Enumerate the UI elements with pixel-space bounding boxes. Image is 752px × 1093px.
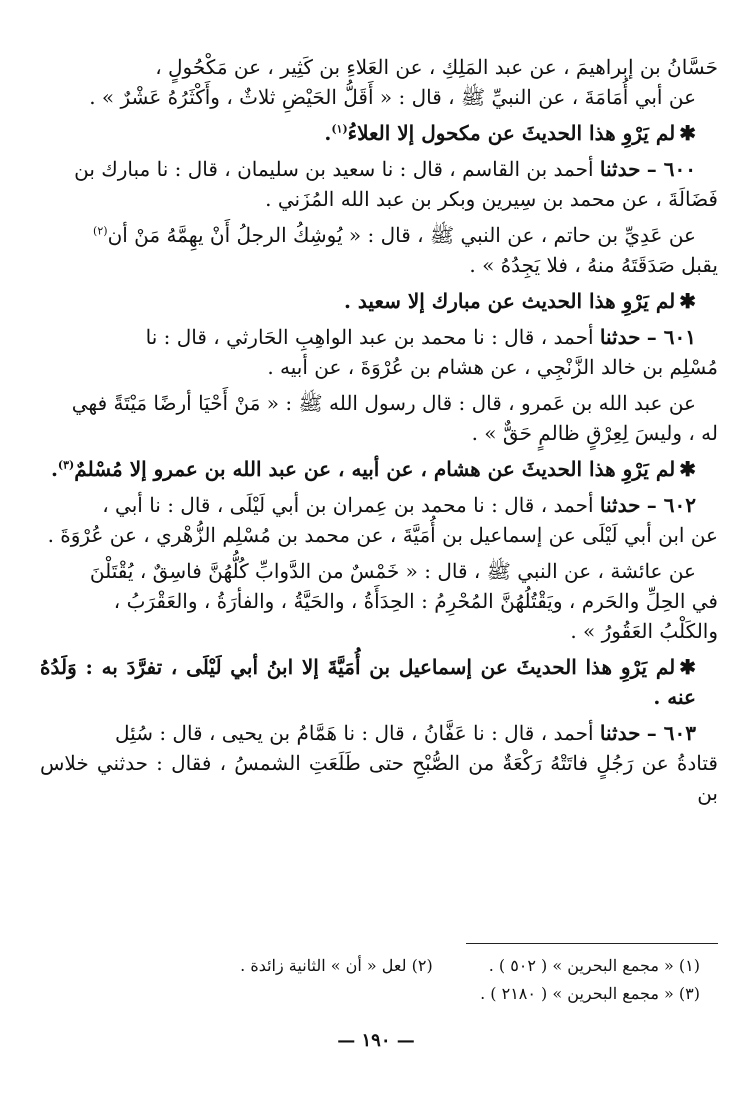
- hadith-lead: حدثنا: [599, 325, 641, 349]
- commentary-text: لم يَرْوِ هذا الحديث عن مبارك إلا سعيد .: [343, 289, 676, 313]
- asterisk-icon: ✱: [679, 289, 696, 313]
- footnote-ref: (١): [331, 122, 348, 136]
- text-line: والكَلْبُ العَقُورُ » .: [570, 619, 718, 643]
- footnote-ref: (٣): [57, 458, 75, 472]
- hadith-number: ٦٠٠ –: [646, 157, 696, 181]
- footnote-ref: (٢): [93, 224, 108, 238]
- hadith-600: [40, 154, 718, 184]
- hadith-number: ٦٠٣ –: [646, 721, 696, 745]
- text-line: أحمد بن القاسم ، قال : نا سعيد بن سليمان ، قال : نا مبارك بن: [74, 157, 594, 181]
- footnote-row: [60, 952, 700, 980]
- text-line: قتادةُ عن رَجُلٍ فاتَتْهُ رَكْعَةٌ من الصُّبْحِ حتى طَلَعَتِ الشمسُ ، فقال : حدثني خلاس بن: [40, 751, 718, 805]
- hadith-lead: حدثنا: [599, 493, 641, 517]
- text-line: عن عائشة ، عن النبي ﷺ ، قال : « خَمْسٌ من الدَّوابِّ كُلُّهُنَّ فاسِقٌ ، يُقْتَلْنَ: [89, 559, 696, 583]
- text-line: أحمد ، قال : نا محمد بن عِمران بن أبي لَيْلَى ، قال : نا أبي ،: [102, 493, 594, 517]
- hadith-number: ٦٠٢ –: [646, 493, 696, 517]
- text-line: مُسْلِم بن خالد الزَّنْجِي ، عن هشام بن عُرْوَةَ ، عن أبيه .: [267, 355, 718, 379]
- text-line: له ، وليسَ لِعِرْقٍ ظالمٍ حَقٌّ » .: [471, 421, 718, 445]
- text-line: أحمد ، قال : نا محمد بن عبد الواهِبِ الحَارثي ، قال : نا: [145, 325, 594, 349]
- text-line: عن ابن أبي لَيْلَى عن إسماعيل بن أُمَيَّةَ ، عن محمد بن مُسْلِم الزُّهْري ، عن عُرْوَةَ .: [47, 523, 718, 547]
- commentary-line: [40, 652, 718, 712]
- text-line: عن أبي أُمَامَةَ ، عن النبيِّ ﷺ ، قال : « أَقَلُّ الحَيْضِ ثلاثٌ ، وأَكْثَرُهُ عَشْرٌ » .: [89, 85, 696, 109]
- footnote-1: (١) « مجمع البحرين » ( ٥٠٢ ) .: [488, 956, 700, 975]
- commentary-line: ✱لم يَرْوِ هذا الحديثَ عن مكحول إلا العلاءُ$^{(١)}$.: [324, 121, 696, 145]
- page-body: [40, 52, 718, 808]
- hadith-lead: حدثنا: [599, 157, 641, 181]
- hadith-lead: حدثنا: [599, 721, 641, 745]
- text-line: فَضَالَةَ ، عن محمد بن سِيرين وبكر بن عبد الله المُزَني .: [265, 187, 718, 211]
- text-line: حَسَّانُ بن إبراهيمَ ، عن عبد المَلِكِ ، عن العَلاءِ بن كَثِير ، عن مَكْحُولٍ ،: [155, 55, 718, 79]
- asterisk-icon: ✱: [679, 655, 696, 679]
- text-line: في الحِلِّ والحَرم ، ويَقْتُلُهُنَّ المُحْرِمُ : الحِدَأَةُ ، والحَيَّةُ ، والفأرَةُ ، والعَقْرَبُ ،: [113, 589, 718, 613]
- commentary-text: لم يَرْوِ هذا الحديثَ عن مكحول إلا العلاءُ: [347, 121, 676, 145]
- footnote-divider: [466, 943, 718, 944]
- text-line: عن عبد الله بن عَمرو ، قال : قال رسول الله ﷺ : « مَنْ أَحْيَا أرضًا مَيْتَةً فهي: [71, 391, 696, 415]
- hadith-603: [40, 718, 718, 748]
- commentary-line: ✱لم يَرْوِ هذا الحديثَ عن هشام ، عن أبيه ، عن عبد الله بن عمرو إلا مُسْلمٌ$^{(٣)}$.: [50, 457, 696, 481]
- footnote-row: [60, 980, 700, 1008]
- hadith-602: [40, 490, 718, 520]
- page-number: — ١٩٠ —: [337, 1030, 415, 1051]
- commentary-text: لم يَرْوِ هذا الحديثَ عن هشام ، عن أبيه ، عن عبد الله بن عمرو إلا مُسْلمٌ: [74, 457, 676, 481]
- footnotes: [60, 952, 700, 1008]
- footnote-2: (٢) لعل « أن » الثانية زائدة .: [240, 956, 433, 975]
- commentary-text: لم يَرْوِ هذا الحديثَ عن إسماعيل بن أُمَيَّةَ إلا ابنُ أبي لَيْلَى ، تفرَّدَ به : وَلَدُهُ عنه .: [40, 655, 696, 709]
- asterisk-icon: ✱: [679, 121, 696, 145]
- footnote-3: (٣) « مجمع البحرين » ( ٢١٨٠ ) .: [480, 984, 700, 1003]
- hadith-601: [40, 322, 718, 352]
- text-line: [40, 220, 718, 250]
- asterisk-icon: ✱: [679, 457, 696, 481]
- text-line: أحمد ، قال : نا عَفَّانُ ، قال : نا هَمَّامُ بن يحيى ، قال : سُئِل: [115, 721, 594, 745]
- text-line: يقبل صَدَقَتَهُ منهُ ، فلا يَجِدُهُ » .: [469, 253, 718, 277]
- matn-text: عن عَدِيِّ بن حاتم ، عن النبي ﷺ ، قال : « يُوشِكُ الرجلُ أَنْ يهِمَّهُ مَنْ أن: [107, 223, 696, 247]
- commentary-line: [40, 286, 718, 316]
- hadith-number: ٦٠١ –: [646, 325, 696, 349]
